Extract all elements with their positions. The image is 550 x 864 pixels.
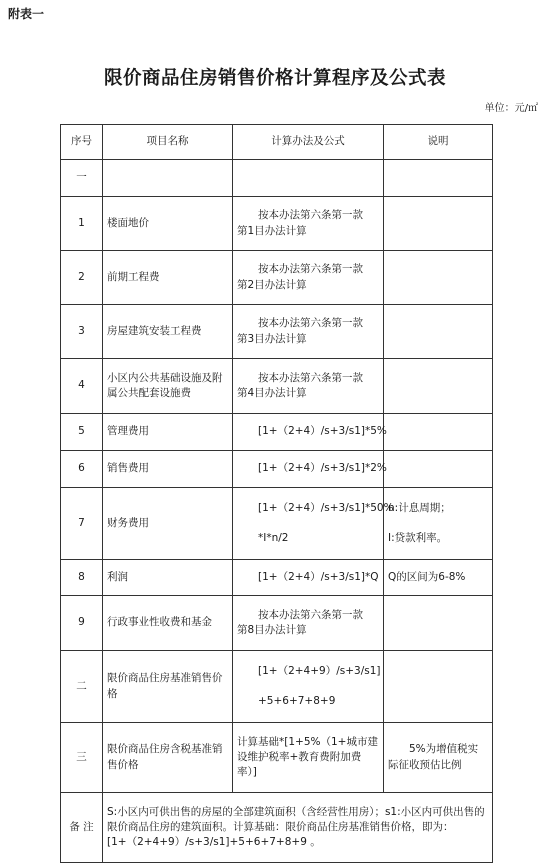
row-method bbox=[233, 488, 394, 560]
method-line: 第2目办法计算 bbox=[237, 278, 307, 291]
document-title: 限价商品住房销售价格计算程序及公式表 bbox=[103, 68, 446, 89]
unit-label: 单位：元/㎡ bbox=[484, 103, 538, 114]
method-line: 第3目办法计算 bbox=[237, 332, 307, 345]
row-method bbox=[233, 560, 384, 596]
method-line: [1+（2+4）/s+3/s1]*Q bbox=[258, 570, 379, 583]
method-line: [1+（2+4+9）/s+3/s1] bbox=[258, 665, 381, 678]
table-row bbox=[61, 560, 493, 596]
row-seq: 4 bbox=[61, 359, 103, 414]
header-seq: 序号 bbox=[61, 125, 103, 160]
row-seq: 9 bbox=[61, 596, 103, 651]
row-name: 小区内公共基础设施及附属公共配套设施费 bbox=[103, 359, 233, 414]
row-name: 管理费用 bbox=[103, 414, 233, 451]
row-seq: 一 bbox=[61, 160, 103, 197]
table-row bbox=[61, 596, 493, 651]
row-note bbox=[384, 451, 493, 488]
table-row bbox=[61, 651, 493, 723]
row-note bbox=[384, 414, 493, 451]
row-method bbox=[233, 451, 387, 488]
method-line: 第8目办法计算 bbox=[237, 624, 307, 636]
row-seq: 3 bbox=[61, 305, 103, 359]
method-line: 按本办法第六条第一款 bbox=[258, 608, 363, 621]
row-name: 销售费用 bbox=[103, 451, 233, 488]
method-line: 按本办法第六条第一款 bbox=[258, 371, 363, 384]
method-line: [1+（2+4）/s+3/s1]*5% bbox=[258, 425, 387, 438]
note-line: n:计息周期； bbox=[388, 502, 451, 515]
row-method bbox=[233, 596, 384, 651]
table-row bbox=[61, 488, 493, 560]
row-method bbox=[233, 723, 384, 793]
header-note: 说明 bbox=[384, 125, 493, 160]
row-method bbox=[233, 651, 384, 723]
row-seq: 1 bbox=[61, 197, 103, 251]
row-seq: 三 bbox=[61, 723, 103, 793]
row-name: 限价商品住房含税基准销售价格 bbox=[103, 723, 233, 793]
row-name: 前期工程费 bbox=[103, 251, 233, 305]
table-header-row bbox=[61, 125, 493, 160]
row-note bbox=[384, 596, 493, 651]
remark-label: 备 注 bbox=[61, 793, 103, 863]
row-method bbox=[233, 251, 384, 305]
method-line: 第1目办法计算 bbox=[237, 224, 307, 237]
row-method bbox=[233, 305, 384, 359]
row-name: 利润 bbox=[103, 560, 233, 596]
header-method: 计算办法及公式 bbox=[233, 125, 384, 160]
price-formula-table bbox=[60, 124, 493, 863]
row-method bbox=[233, 160, 384, 197]
row-name: 房屋建筑安装工程费 bbox=[103, 305, 233, 359]
row-note bbox=[384, 197, 493, 251]
method-line: [1+（2+4）/s+3/s1]*50% bbox=[258, 502, 394, 515]
row-note bbox=[384, 723, 493, 793]
row-note bbox=[384, 160, 493, 197]
row-seq: 二 bbox=[61, 651, 103, 723]
remark-row bbox=[61, 793, 493, 863]
row-seq: 5 bbox=[61, 414, 103, 451]
table-row bbox=[61, 197, 493, 251]
row-seq: 6 bbox=[61, 451, 103, 488]
row-method bbox=[233, 197, 384, 251]
method-line: [1+（2+4）/s+3/s1]*2% bbox=[258, 462, 387, 475]
table-row bbox=[61, 723, 493, 793]
row-name: 行政事业性收费和基金 bbox=[103, 596, 233, 651]
method-line: 按本办法第六条第一款 bbox=[258, 209, 363, 222]
method-line: 第4目办法计算 bbox=[237, 387, 307, 399]
table-row bbox=[61, 451, 493, 488]
row-name: 楼面地价 bbox=[103, 197, 233, 251]
row-name: 限价商品住房基准销售价格 bbox=[103, 651, 233, 723]
table-row bbox=[61, 160, 493, 197]
row-note bbox=[384, 488, 493, 560]
remark-text: S:小区内可供出售的房屋的全部建筑面积（含经营性用房）；s1:小区内可供出售的限价商品住房的建筑面积。计算基础：限价商品住房基准销售价格，即为：[1+（2+4+9）/s+3/s1]+5+6+7+8+9 。 bbox=[103, 793, 493, 863]
row-note bbox=[384, 359, 493, 414]
method-line: 计算基础*[1+5%（1+城市建设维护税率+教育费附加费率）] bbox=[237, 735, 378, 779]
row-seq: 7 bbox=[61, 488, 103, 560]
row-method bbox=[233, 359, 384, 414]
row-name bbox=[103, 160, 233, 197]
row-method bbox=[233, 414, 387, 451]
table-row bbox=[61, 359, 493, 414]
method-line: +5+6+7+8+9 bbox=[258, 694, 336, 707]
appendix-label: 附表一 bbox=[8, 7, 45, 21]
table-row bbox=[61, 414, 493, 451]
note-line: 5%为增值税实际征收预估比例 bbox=[388, 743, 479, 771]
row-note bbox=[384, 560, 493, 596]
header-name: 项目名称 bbox=[103, 125, 233, 160]
note-line: I:贷款利率。 bbox=[388, 531, 448, 544]
row-note bbox=[384, 305, 493, 359]
row-note bbox=[384, 251, 493, 305]
row-seq: 8 bbox=[61, 560, 103, 596]
method-line: 按本办法第六条第一款 bbox=[258, 263, 363, 276]
method-line: *I*n/2 bbox=[258, 531, 289, 544]
method-line: 按本办法第六条第一款 bbox=[258, 317, 363, 330]
row-name: 财务费用 bbox=[103, 488, 233, 560]
row-seq: 2 bbox=[61, 251, 103, 305]
row-note bbox=[384, 651, 493, 723]
table-row bbox=[61, 305, 493, 359]
table-row bbox=[61, 251, 493, 305]
note-line: Q的区间为6-8% bbox=[388, 570, 466, 583]
